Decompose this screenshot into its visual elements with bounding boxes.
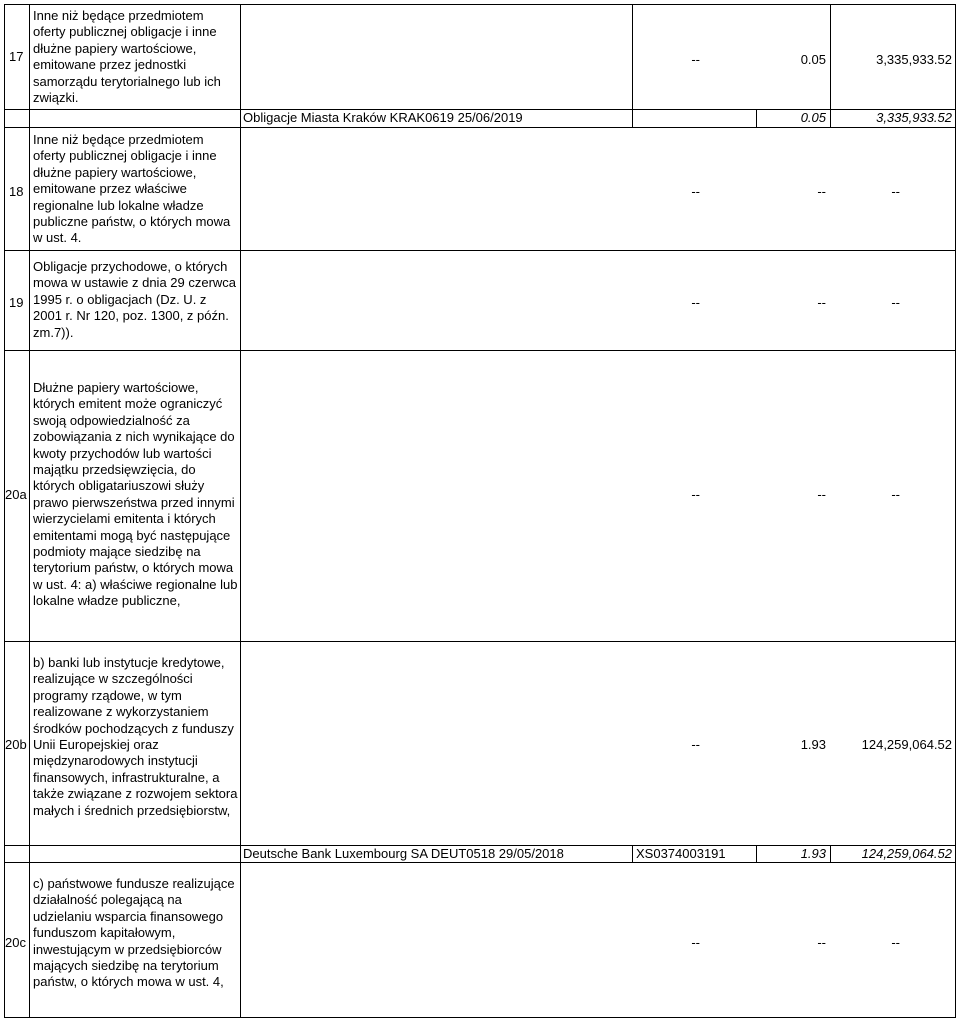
value-col-a: -- — [691, 295, 700, 310]
value-col-a: -- — [691, 487, 700, 502]
row-description: Inne niż będące przedmiotem oferty publicznej obligacje i inne dłużne papiery wartościowe, emitowane przez właściwe regionalne lub lokalne władze publiczne państw, o których mowa w ust. 4. — [33, 132, 231, 246]
value-col-c: -- — [891, 487, 900, 502]
security-percent: 0.05 — [800, 110, 826, 125]
value-col-b: -- — [817, 487, 826, 502]
column-divider — [830, 845, 831, 862]
row-number: 20b — [5, 737, 27, 752]
row-description: Dłużne papiery wartościowe, których emitent może ograniczyć swoją odpowiedzialność za zobowiązania z nich wynikające do kwoty przychodów lub wartości majątku przedsięwzięcia, do których obligatariuszowi służy prawo pierwszeństwa przed innymi wierzycielami emitenta i których emitentami mogą być następujące podmioty mające siedzibę na terytorium państw, o których mowa w ust. 4: a) właściwe regionalne lub lokalne władze publiczne, — [33, 380, 238, 609]
row-description: Inne niż będące przedmiotem oferty publicznej obligacje i inne dłużne papiery wartościowe, emitowane przez jednostki samorządu terytorialnego lub ich związki. — [33, 8, 221, 106]
column-divider — [756, 845, 757, 862]
row-divider — [4, 641, 956, 642]
row-number: 20a — [5, 487, 27, 502]
row-description: b) banki lub instytucje kredytowe, realizujące w szczególności programy rządowe, w tym realizowane z wykorzystaniem środków pochodzących z funduszy Unii Europejskiej oraz międzynarodowych instytucji finansowych, infrastrukturalne, a także związane z rozwojem sektora małych i średnich przedsiębiorstw, — [33, 655, 238, 818]
row-number: 20c — [5, 935, 26, 950]
column-divider — [756, 109, 757, 127]
value-col-b: -- — [817, 935, 826, 950]
value-col-a: -- — [691, 935, 700, 950]
value-col-a: -- — [691, 737, 700, 752]
row-description: c) państwowe fundusze realizujące działalność polegającą na udzielaniu wsparcia finansowego funduszom kapitałowym, inwestującym w przedsiębiorców mających siedzibę na terytorium państw, o których mowa w ust. 4, — [33, 876, 235, 990]
security-value: 3,335,933.52 — [876, 110, 952, 125]
column-divider — [632, 845, 633, 862]
value-col-b: 1.93 — [800, 737, 826, 752]
security-value: 124,259,064.52 — [861, 846, 952, 861]
security-name: Obligacje Miasta Kraków KRAK0619 25/06/2019 — [243, 110, 523, 125]
row-number: 17 — [9, 49, 24, 64]
column-divider — [29, 4, 30, 1018]
value-col-b: -- — [817, 184, 826, 199]
value-col-c: -- — [891, 295, 900, 310]
row-divider — [4, 127, 956, 128]
value-col-a: -- — [691, 184, 700, 199]
value-col-c: -- — [891, 935, 900, 950]
row-number: 18 — [9, 184, 24, 199]
value-col-b: -- — [817, 295, 826, 310]
row-divider — [4, 350, 956, 351]
value-col-c: 3,335,933.52 — [876, 52, 952, 67]
security-percent: 1.93 — [800, 846, 826, 861]
row-divider — [4, 250, 956, 251]
row-description: Obligacje przychodowe, o których mowa w ustawie z dnia 29 czerwca 1995 r. o obligacjach (Dz. U. z 2001 r. Nr 120, poz. 1300, z późn. zm.7)). — [33, 259, 237, 340]
row-divider — [4, 862, 956, 863]
value-col-c: 124,259,064.52 — [861, 737, 952, 752]
row-number: 19 — [9, 295, 24, 310]
value-col-b: 0.05 — [800, 52, 826, 67]
security-name: Deutsche Bank Luxembourg SA DEUT0518 29/05/2018 — [243, 846, 564, 861]
value-col-c: -- — [891, 184, 900, 199]
value-col-a: -- — [691, 52, 700, 67]
security-isin: XS0374003191 — [636, 846, 726, 861]
